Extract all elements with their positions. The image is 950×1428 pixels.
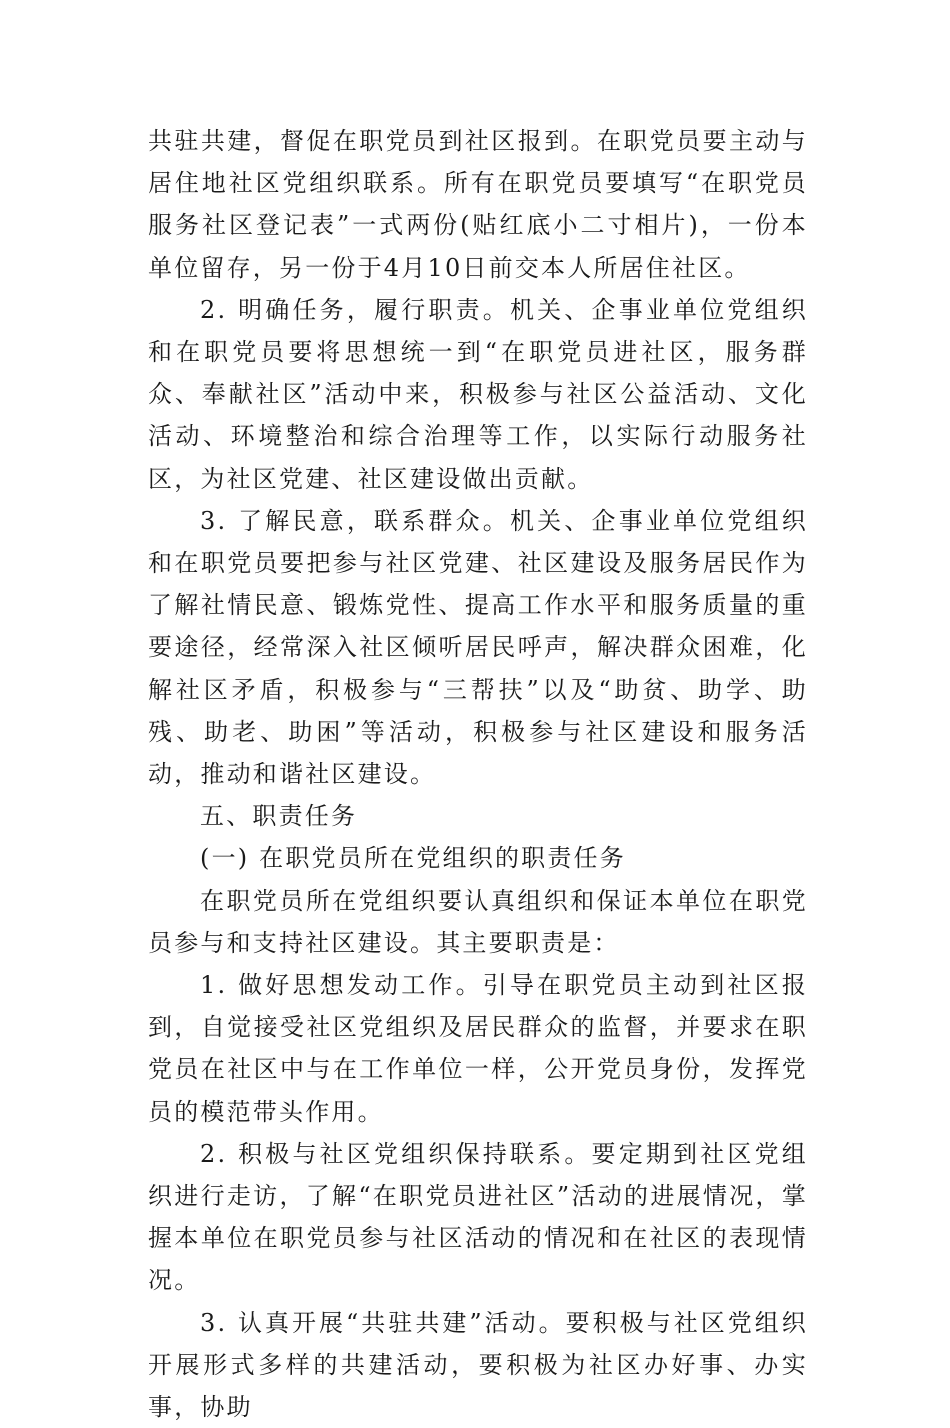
- paragraph-duty-3: 3. 认真开展“共驻共建”活动。要积极与社区党组织开展形式多样的共建活动，要积极为社区办好事、办实事，协助: [148, 1308, 808, 1422]
- paragraph-continuation: 共驻共建，督促在职党员到社区报到。在职党员要主动与居住地社区党组织联系。所有在职党员要填写“在职党员服务社区登记表”一式两份(贴红底小二寸相片)，一份本单位留存，另一份于4月10日前交本人所居住社区。: [148, 127, 808, 282]
- document-body: [148, 120, 808, 1428]
- paragraph-duty-2: 2. 积极与社区党组织保持联系。要定期到社区党组织进行走访，了解“在职党员进社区”活动的进展情况，掌握本单位在职党员参与社区活动的情况和在社区的表现情况。: [148, 1139, 808, 1295]
- section-heading-five: 五、职责任务: [200, 802, 358, 831]
- paragraph-intro-duties: 在职党员所在党组织要认真组织和保证本单位在职党员参与和支持社区建设。其主要职责是：: [148, 886, 808, 957]
- paragraph-item-2-tasks: 2. 明确任务，履行职责。机关、企事业单位党组织和在职党员要将思想统一到“在职党员进社区，服务群众、奉献社区”活动中来，积极参与社区公益活动、文化活动、环境整治和综合治理等工作，以实际行动服务社区，为社区党建、社区建设做出贡献。: [148, 295, 808, 493]
- paragraph-item-3-public-opinion: 3. 了解民意，联系群众。机关、企事业单位党组织和在职党员要把参与社区党建、社区建设及服务居民作为了解社情民意、锻炼党性、提高工作水平和服务质量的重要途径，经常深入社区倾听居民呼声，解决群众困难，化解社区矛盾，积极参与“三帮扶”以及“助贫、助学、助残、助老、助困”等活动，积极参与社区建设和服务活动，推动和谐社区建设。: [148, 506, 808, 789]
- paragraph-duty-1: 1. 做好思想发动工作。引导在职党员主动到社区报到，自觉接受社区党组织及居民群众的监督，并要求在职党员在社区中与在工作单位一样，公开党员身份，发挥党员的模范带头作用。: [148, 971, 808, 1126]
- subsection-heading-one: (一) 在职党员所在党组织的职责任务: [200, 844, 626, 873]
